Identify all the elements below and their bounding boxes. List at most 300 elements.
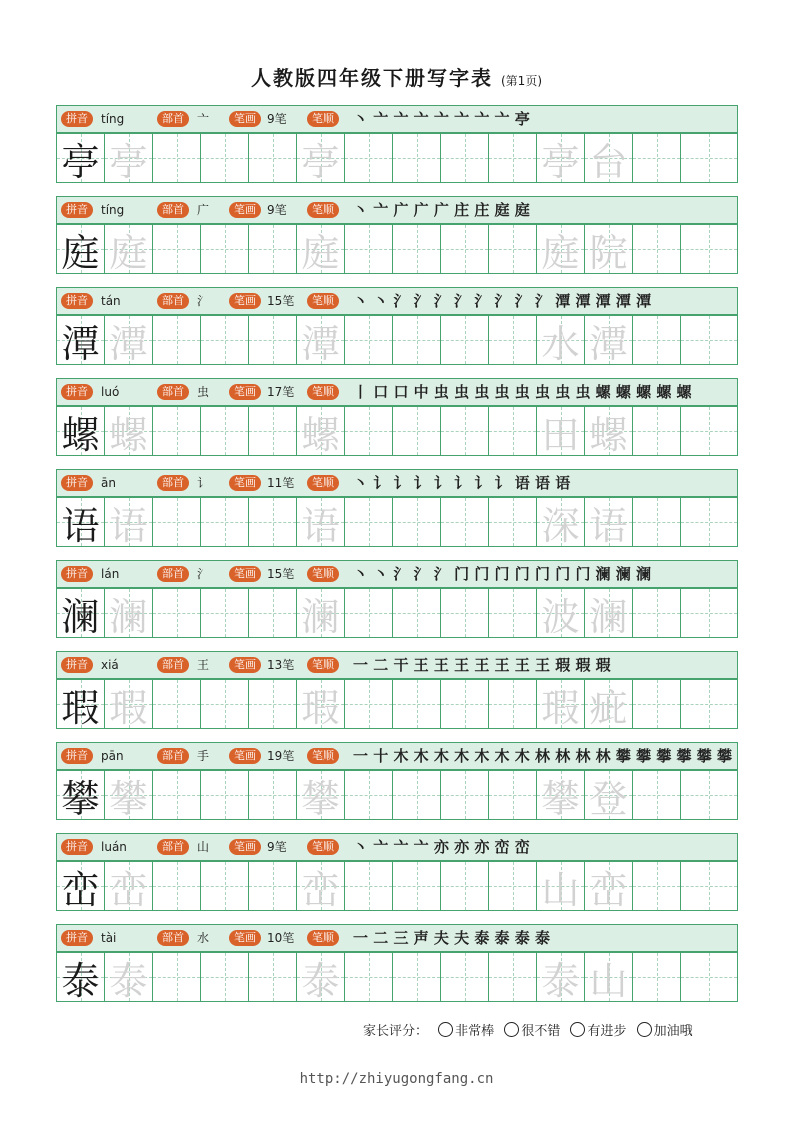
stroke-count-value: 9笔 <box>267 112 287 126</box>
practice-cell <box>201 953 249 1001</box>
radical-value: 王 <box>197 658 210 672</box>
practice-cell <box>57 771 105 819</box>
practice-cell <box>249 134 297 182</box>
radical-tag: 部首 <box>157 748 189 764</box>
practice-cell <box>153 771 201 819</box>
trace-character: 螺 <box>301 412 340 457</box>
stroke-order-tag: 笔顺 <box>307 657 339 673</box>
radical-value: 广 <box>197 203 210 217</box>
radical-value: 手 <box>197 749 210 763</box>
pinyin-tag: 拼音 <box>61 202 93 218</box>
stroke-count-tag: 笔画 <box>229 657 261 673</box>
practice-cell <box>297 680 345 728</box>
rating-option-1: 非常棒 <box>455 1024 495 1039</box>
stroke-count-value: 13笔 <box>267 658 295 672</box>
rating-radio-4[interactable] <box>637 1022 652 1037</box>
practice-cell <box>249 589 297 637</box>
word-character-2: 疵 <box>589 685 628 730</box>
word-character-1: 攀 <box>541 776 580 821</box>
practice-cell <box>249 316 297 364</box>
char-info-header <box>56 287 738 315</box>
practice-cell <box>393 589 441 637</box>
practice-cell <box>297 862 345 910</box>
writing-grid <box>56 406 738 456</box>
practice-cell <box>297 316 345 364</box>
practice-cell <box>489 771 537 819</box>
radical-tag: 部首 <box>157 293 189 309</box>
word-character-2: 语 <box>589 503 628 548</box>
stroke-count-value: 17笔 <box>267 385 295 399</box>
trace-character: 潭 <box>109 321 148 366</box>
practice-cell <box>681 316 737 364</box>
pinyin-value: pān <box>101 749 124 763</box>
trace-character: 澜 <box>301 594 340 639</box>
pinyin-tag: 拼音 <box>61 475 93 491</box>
practice-cell <box>681 225 737 273</box>
practice-cell <box>201 589 249 637</box>
stroke-order-sequence: 丶 亠 亠 亠 亦 亦 亦 峦 峦 <box>353 838 530 856</box>
radical-tag: 部首 <box>157 657 189 673</box>
practice-cell <box>57 953 105 1001</box>
practice-cell <box>585 589 633 637</box>
practice-cell <box>249 771 297 819</box>
practice-cell <box>489 680 537 728</box>
trace-character: 峦 <box>109 867 148 912</box>
practice-cell <box>393 134 441 182</box>
pinyin-tag: 拼音 <box>61 930 93 946</box>
practice-cell <box>105 498 153 546</box>
practice-cell <box>537 953 585 1001</box>
trace-character: 峦 <box>301 867 340 912</box>
practice-cell <box>57 589 105 637</box>
practice-cell <box>393 498 441 546</box>
writing-grid <box>56 315 738 365</box>
practice-cell <box>249 862 297 910</box>
practice-cell <box>105 862 153 910</box>
page-title <box>0 62 793 91</box>
practice-cell <box>441 589 489 637</box>
radical-tag: 部首 <box>157 384 189 400</box>
practice-cell <box>633 953 681 1001</box>
stroke-count-tag: 笔画 <box>229 930 261 946</box>
char-info-header <box>56 469 738 497</box>
stroke-order-sequence: 丶 丶 氵 氵 氵 门 门 门 门 门 门 门 澜 澜 澜 <box>353 565 652 583</box>
stroke-count-value: 11笔 <box>267 476 295 490</box>
practice-cell <box>345 498 393 546</box>
practice-cell <box>585 134 633 182</box>
practice-cell <box>681 134 737 182</box>
writing-grid <box>56 133 738 183</box>
practice-cell <box>633 771 681 819</box>
stroke-order-sequence: 丨 口 口 中 虫 虫 虫 虫 虫 虫 虫 虫 螺 螺 螺 螺 螺 <box>353 383 692 401</box>
practice-cell <box>537 498 585 546</box>
practice-cell <box>345 953 393 1001</box>
practice-cell <box>345 680 393 728</box>
practice-cell <box>441 680 489 728</box>
practice-cell <box>537 134 585 182</box>
trace-character: 庭 <box>301 230 340 275</box>
practice-cell <box>681 680 737 728</box>
practice-cell <box>105 953 153 1001</box>
char-info-header <box>56 742 738 770</box>
practice-cell <box>201 498 249 546</box>
practice-cell <box>153 862 201 910</box>
trace-character: 亭 <box>301 139 340 184</box>
practice-cell <box>585 953 633 1001</box>
practice-cell <box>201 862 249 910</box>
rating-option-3: 有进步 <box>587 1024 627 1039</box>
char-info-header <box>56 105 738 133</box>
pinyin-tag: 拼音 <box>61 111 93 127</box>
char-info-header <box>56 833 738 861</box>
pinyin-tag: 拼音 <box>61 748 93 764</box>
practice-cell <box>489 953 537 1001</box>
stroke-count-tag: 笔画 <box>229 748 261 764</box>
radical-tag: 部首 <box>157 839 189 855</box>
word-character-1: 山 <box>541 867 580 912</box>
practice-cell <box>345 589 393 637</box>
model-character: 庭 <box>61 230 100 275</box>
stroke-order-sequence: 丶 亠 亠 亠 亠 亠 亠 亠 亭 <box>353 110 530 128</box>
practice-cell <box>297 134 345 182</box>
practice-cell <box>249 225 297 273</box>
word-character-2: 院 <box>589 230 628 275</box>
pinyin-value: tài <box>101 931 117 945</box>
practice-cell <box>105 680 153 728</box>
practice-cell <box>105 316 153 364</box>
practice-cell <box>153 589 201 637</box>
practice-cell <box>249 953 297 1001</box>
word-character-1: 深 <box>541 503 580 548</box>
radical-value: 虫 <box>197 385 210 399</box>
practice-cell <box>489 134 537 182</box>
word-character-2: 澜 <box>589 594 628 639</box>
practice-cell <box>585 316 633 364</box>
rating-radio-1[interactable] <box>438 1022 453 1037</box>
title-text: 人教版四年级下册写字表 <box>251 66 493 90</box>
stroke-order-tag: 笔顺 <box>307 839 339 855</box>
practice-cell <box>57 498 105 546</box>
practice-cell <box>441 134 489 182</box>
practice-cell <box>537 771 585 819</box>
trace-character: 庭 <box>109 230 148 275</box>
word-character-2: 峦 <box>589 867 628 912</box>
practice-cell <box>585 680 633 728</box>
radical-value: 讠 <box>197 476 210 490</box>
practice-cell <box>201 316 249 364</box>
practice-cell <box>633 134 681 182</box>
practice-cell <box>441 225 489 273</box>
word-character-1: 庭 <box>541 230 580 275</box>
practice-cell <box>393 407 441 455</box>
char-info-header <box>56 924 738 952</box>
rating-option-4: 加油哦 <box>653 1024 693 1039</box>
practice-cell <box>105 225 153 273</box>
practice-cell <box>537 589 585 637</box>
radical-value: 水 <box>197 931 210 945</box>
pinyin-value: tíng <box>101 203 125 217</box>
practice-cell <box>489 862 537 910</box>
trace-character: 瑕 <box>109 685 148 730</box>
practice-cell <box>105 589 153 637</box>
stroke-count-tag: 笔画 <box>229 111 261 127</box>
practice-cell <box>345 316 393 364</box>
word-character-1: 瑕 <box>541 685 580 730</box>
stroke-count-tag: 笔画 <box>229 475 261 491</box>
writing-grid <box>56 497 738 547</box>
practice-cell <box>537 316 585 364</box>
stroke-order-tag: 笔顺 <box>307 475 339 491</box>
practice-cell <box>633 862 681 910</box>
practice-cell <box>249 498 297 546</box>
practice-cell <box>441 407 489 455</box>
trace-character: 潭 <box>301 321 340 366</box>
practice-cell <box>441 498 489 546</box>
radical-tag: 部首 <box>157 111 189 127</box>
writing-grid <box>56 770 738 820</box>
rating-radio-3[interactable] <box>570 1022 585 1037</box>
practice-cell <box>345 862 393 910</box>
practice-cell <box>585 225 633 273</box>
practice-cell <box>297 498 345 546</box>
practice-cell <box>441 953 489 1001</box>
practice-cell <box>345 134 393 182</box>
pinyin-value: ān <box>101 476 116 490</box>
word-character-1: 波 <box>541 594 580 639</box>
writing-grid <box>56 588 738 638</box>
pinyin-tag: 拼音 <box>61 384 93 400</box>
model-character: 螺 <box>61 412 100 457</box>
model-character: 泰 <box>61 958 100 1003</box>
practice-cell <box>489 316 537 364</box>
stroke-count-value: 10笔 <box>267 931 295 945</box>
radical-value: 亠 <box>197 112 210 126</box>
practice-cell <box>585 862 633 910</box>
radical-tag: 部首 <box>157 930 189 946</box>
writing-grid <box>56 679 738 729</box>
practice-cell <box>297 589 345 637</box>
stroke-count-tag: 笔画 <box>229 839 261 855</box>
practice-cell <box>297 407 345 455</box>
model-character: 语 <box>61 503 100 548</box>
stroke-order-tag: 笔顺 <box>307 748 339 764</box>
model-character: 峦 <box>61 867 100 912</box>
stroke-order-sequence: 丶 丶 氵 氵 氵 氵 氵 氵 氵 氵 潭 潭 潭 潭 潭 <box>353 292 652 310</box>
practice-cell <box>585 407 633 455</box>
pinyin-value: tán <box>101 294 121 308</box>
rating-radio-2[interactable] <box>504 1022 519 1037</box>
practice-cell <box>489 407 537 455</box>
practice-cell <box>201 407 249 455</box>
trace-character: 泰 <box>109 958 148 1003</box>
practice-cell <box>537 407 585 455</box>
pinyin-tag: 拼音 <box>61 293 93 309</box>
practice-cell <box>57 407 105 455</box>
stroke-order-sequence: 一 十 木 木 木 木 木 木 木 林 林 林 林 攀 攀 攀 攀 攀 攀 <box>353 747 733 765</box>
practice-cell <box>489 498 537 546</box>
practice-cell <box>393 225 441 273</box>
char-info-header <box>56 196 738 224</box>
writing-grid <box>56 224 738 274</box>
stroke-count-tag: 笔画 <box>229 566 261 582</box>
stroke-count-value: 15笔 <box>267 567 295 581</box>
practice-cell <box>105 407 153 455</box>
radical-value: 山 <box>197 840 210 854</box>
practice-cell <box>201 771 249 819</box>
practice-cell <box>537 225 585 273</box>
stroke-order-tag: 笔顺 <box>307 384 339 400</box>
word-character-2: 登 <box>589 776 628 821</box>
practice-cell <box>393 680 441 728</box>
practice-cell <box>633 316 681 364</box>
practice-cell <box>681 862 737 910</box>
practice-cell <box>393 953 441 1001</box>
practice-cell <box>681 589 737 637</box>
writing-grid <box>56 861 738 911</box>
practice-cell <box>201 680 249 728</box>
word-character-1: 水 <box>541 321 580 366</box>
stroke-count-tag: 笔画 <box>229 293 261 309</box>
word-character-2: 螺 <box>589 412 628 457</box>
trace-character: 攀 <box>301 776 340 821</box>
radical-tag: 部首 <box>157 475 189 491</box>
stroke-count-value: 9笔 <box>267 203 287 217</box>
word-character-1: 泰 <box>541 958 580 1003</box>
page-number-note: (第1页) <box>501 74 542 88</box>
practice-cell <box>57 862 105 910</box>
stroke-order-sequence: 丶 亠 广 广 广 庄 庄 庭 庭 <box>353 201 530 219</box>
practice-cell <box>489 589 537 637</box>
rating-option-2: 很不错 <box>521 1024 561 1039</box>
stroke-order-sequence: 一 二 三 声 夫 夫 泰 泰 泰 泰 <box>353 929 551 947</box>
stroke-count-tag: 笔画 <box>229 202 261 218</box>
practice-cell <box>105 771 153 819</box>
practice-cell <box>441 771 489 819</box>
radical-value: 氵 <box>197 567 210 581</box>
char-info-header <box>56 651 738 679</box>
practice-cell <box>393 771 441 819</box>
practice-cell <box>441 316 489 364</box>
practice-cell <box>345 225 393 273</box>
practice-cell <box>537 862 585 910</box>
practice-cell <box>633 498 681 546</box>
radical-tag: 部首 <box>157 202 189 218</box>
pinyin-tag: 拼音 <box>61 566 93 582</box>
pinyin-value: tíng <box>101 112 125 126</box>
trace-character: 亭 <box>109 139 148 184</box>
word-character-2: 山 <box>589 958 628 1003</box>
parent-rating <box>363 1020 693 1039</box>
practice-cell <box>153 134 201 182</box>
practice-cell <box>297 225 345 273</box>
practice-cell <box>681 498 737 546</box>
stroke-count-value: 9笔 <box>267 840 287 854</box>
word-character-2: 潭 <box>589 321 628 366</box>
practice-cell <box>297 771 345 819</box>
word-character-1: 亭 <box>541 139 580 184</box>
practice-cell <box>681 407 737 455</box>
practice-cell <box>345 771 393 819</box>
stroke-order-tag: 笔顺 <box>307 293 339 309</box>
practice-cell <box>681 953 737 1001</box>
pinyin-value: luó <box>101 385 120 399</box>
rating-label: 家长评分： <box>363 1024 429 1039</box>
stroke-order-tag: 笔顺 <box>307 930 339 946</box>
pinyin-value: xiá <box>101 658 119 672</box>
char-info-header <box>56 378 738 406</box>
practice-cell <box>393 316 441 364</box>
practice-cell <box>633 589 681 637</box>
model-character: 澜 <box>61 594 100 639</box>
practice-cell <box>57 134 105 182</box>
trace-character: 螺 <box>109 412 148 457</box>
word-character-2: 台 <box>589 139 628 184</box>
practice-cell <box>153 225 201 273</box>
stroke-order-sequence: 丶 讠 讠 讠 讠 讠 讠 讠 语 语 语 <box>353 474 571 492</box>
practice-cell <box>201 225 249 273</box>
practice-cell <box>681 771 737 819</box>
stroke-order-tag: 笔顺 <box>307 202 339 218</box>
trace-character: 泰 <box>301 958 340 1003</box>
stroke-count-tag: 笔画 <box>229 384 261 400</box>
practice-cell <box>585 498 633 546</box>
radical-value: 氵 <box>197 294 210 308</box>
stroke-order-tag: 笔顺 <box>307 566 339 582</box>
practice-cell <box>57 316 105 364</box>
model-character: 亭 <box>61 139 100 184</box>
writing-grid <box>56 952 738 1002</box>
practice-cell <box>489 225 537 273</box>
stroke-order-tag: 笔顺 <box>307 111 339 127</box>
model-character: 潭 <box>61 321 100 366</box>
radical-tag: 部首 <box>157 566 189 582</box>
practice-cell <box>633 225 681 273</box>
model-character: 攀 <box>61 776 100 821</box>
pinyin-tag: 拼音 <box>61 839 93 855</box>
practice-cell <box>153 498 201 546</box>
pinyin-value: lán <box>101 567 120 581</box>
practice-cell <box>153 680 201 728</box>
pinyin-value: luán <box>101 840 127 854</box>
stroke-count-value: 19笔 <box>267 749 295 763</box>
trace-character: 澜 <box>109 594 148 639</box>
trace-character: 攀 <box>109 776 148 821</box>
stroke-order-sequence: 一 二 干 王 王 王 王 王 王 王 瑕 瑕 瑕 <box>353 656 611 674</box>
practice-cell <box>345 407 393 455</box>
practice-cell <box>633 407 681 455</box>
trace-character: 瑕 <box>301 685 340 730</box>
practice-cell <box>633 680 681 728</box>
word-character-1: 田 <box>541 412 580 457</box>
trace-character: 语 <box>109 503 148 548</box>
practice-cell <box>393 862 441 910</box>
practice-cell <box>585 771 633 819</box>
footer-url: http://zhiyugongfang.cn <box>299 1071 494 1087</box>
practice-cell <box>153 953 201 1001</box>
practice-cell <box>249 680 297 728</box>
practice-cell <box>153 407 201 455</box>
trace-character: 语 <box>301 503 340 548</box>
practice-cell <box>105 134 153 182</box>
practice-cell <box>153 316 201 364</box>
practice-cell <box>57 680 105 728</box>
practice-cell <box>201 134 249 182</box>
practice-cell <box>537 680 585 728</box>
char-info-header <box>56 560 738 588</box>
practice-cell <box>249 407 297 455</box>
stroke-count-value: 15笔 <box>267 294 295 308</box>
practice-cell <box>441 862 489 910</box>
